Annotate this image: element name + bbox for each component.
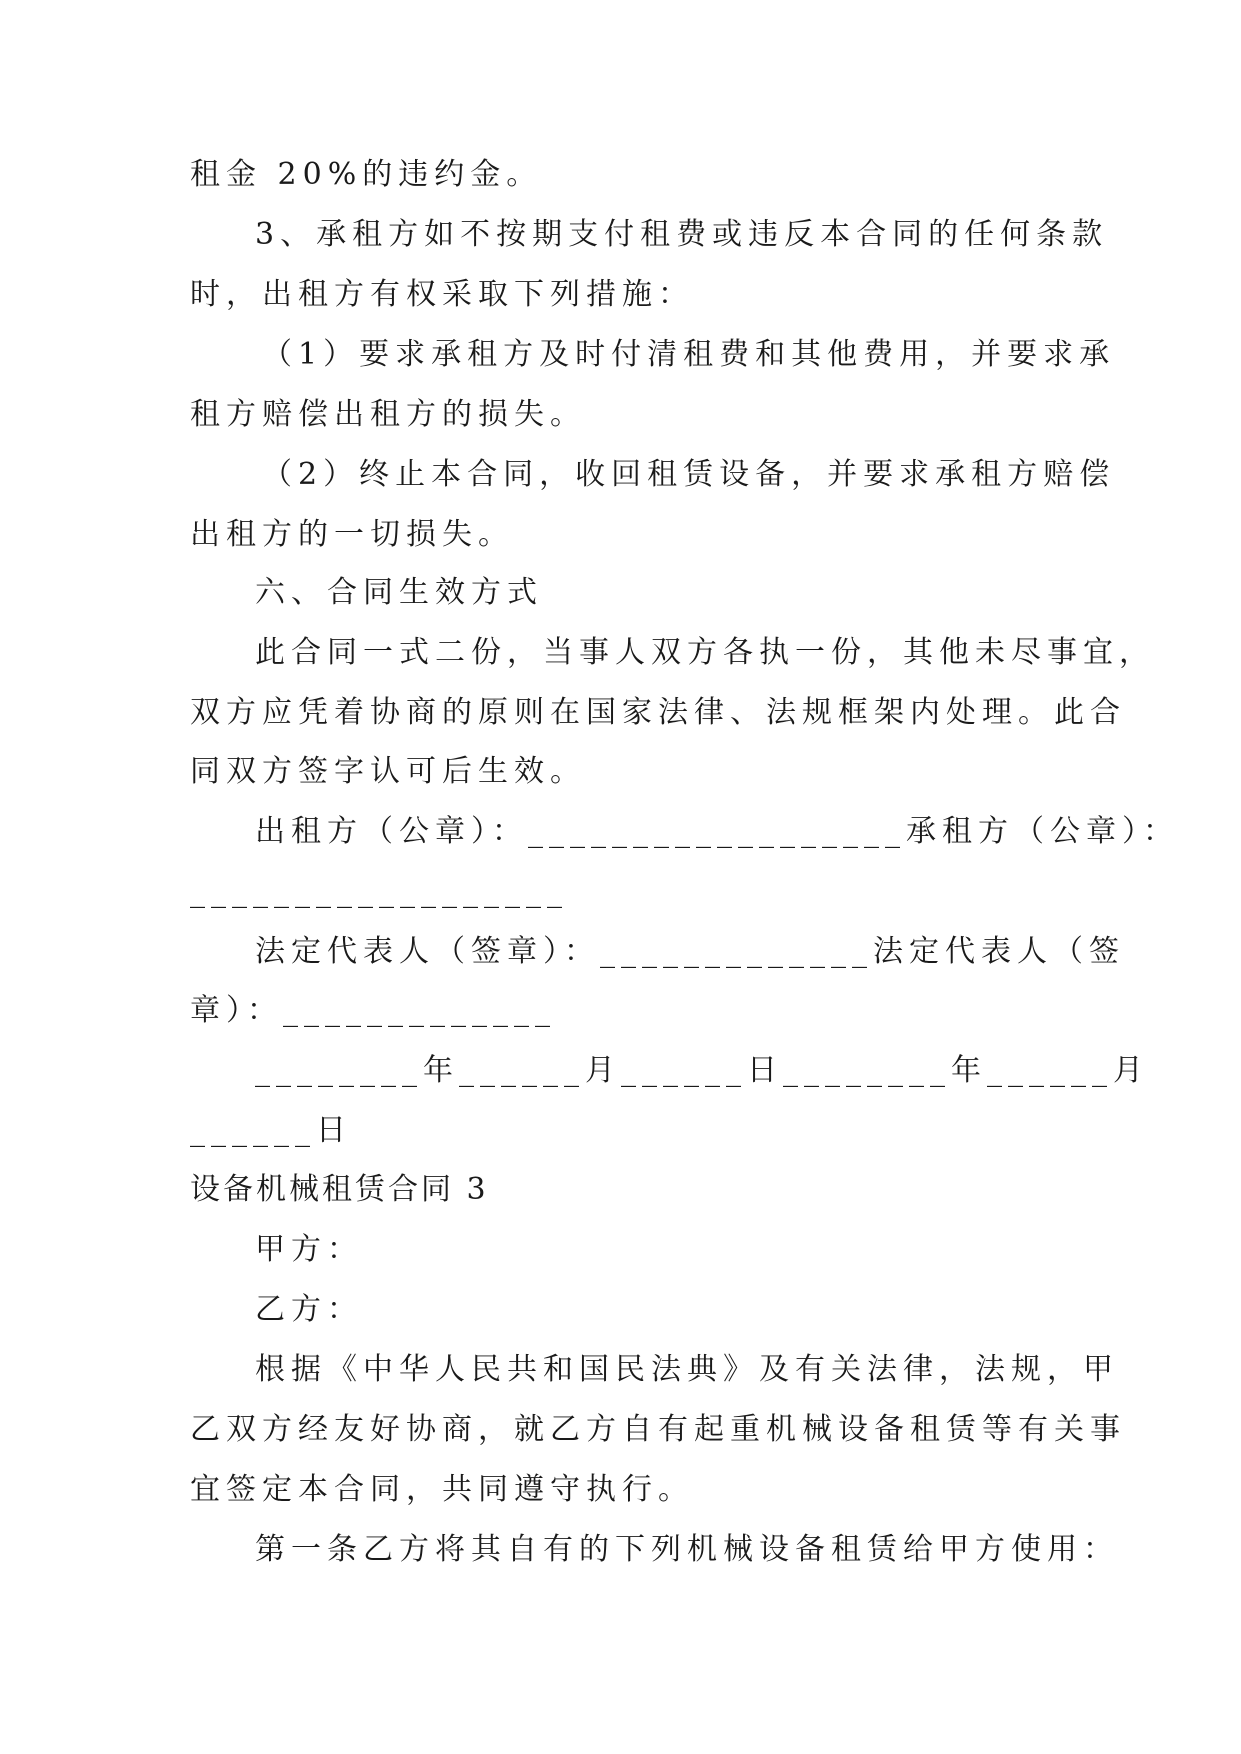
effect-clause-line-1: 此合同一式二份，当事人双方各执一份，其他未尽事宜， xyxy=(255,635,1155,670)
clause-3-line-2: 时，出租方有权采取下列措施： xyxy=(190,277,694,312)
measure-2-line-2: 出租方的一切损失。 xyxy=(190,517,514,552)
date-line-2: ______日 xyxy=(190,1113,352,1148)
clause-3-line-1: 3、承租方如不按期支付租费或违反本合同的任何条款 xyxy=(255,217,1109,252)
contract-3-title: 设备机械租赁合同 3 xyxy=(190,1172,489,1207)
party-a-label: 甲方： xyxy=(255,1232,363,1267)
signature-seal-line: 出租方（公章）：__________________承租方（公章）： xyxy=(255,814,1179,849)
section-6-heading: 六、合同生效方式 xyxy=(255,575,543,610)
measure-2-line-1: （2）终止本合同，收回租赁设备，并要求承租方赔偿 xyxy=(262,457,1116,492)
date-line: ________年______月______日________年______月 xyxy=(255,1053,1149,1088)
effect-clause-line-3: 同双方签字认可后生效。 xyxy=(190,754,586,789)
signature-seal-blank: __________________ xyxy=(190,874,568,909)
article-1-line: 第一条乙方将其自有的下列机械设备租赁给甲方使用： xyxy=(255,1532,1119,1567)
preamble-line-3: 宜签定本合同，共同遵守执行。 xyxy=(190,1472,694,1507)
measure-1-line-1: （1）要求承租方及时付清租费和其他费用，并要求承 xyxy=(262,337,1116,372)
preamble-line-1: 根据《中华人民共和国民法典》及有关法律，法规，甲 xyxy=(255,1352,1119,1387)
party-b-label: 乙方： xyxy=(255,1292,363,1327)
preamble-line-2: 乙双方经友好协商，就乙方自有起重机械设备租赁等有关事 xyxy=(190,1412,1126,1447)
measure-1-line-2: 租方赔偿出租方的损失。 xyxy=(190,397,586,432)
effect-clause-line-2: 双方应凭着协商的原则在国家法律、法规框架内处理。此合 xyxy=(190,695,1126,730)
legal-rep-line-2: 章）：_____________ xyxy=(190,993,556,1028)
legal-rep-line: 法定代表人（签章）：_____________法定代表人（签 xyxy=(255,934,1125,969)
penalty-clause-continuation: 租金 20%的违约金。 xyxy=(190,157,543,192)
